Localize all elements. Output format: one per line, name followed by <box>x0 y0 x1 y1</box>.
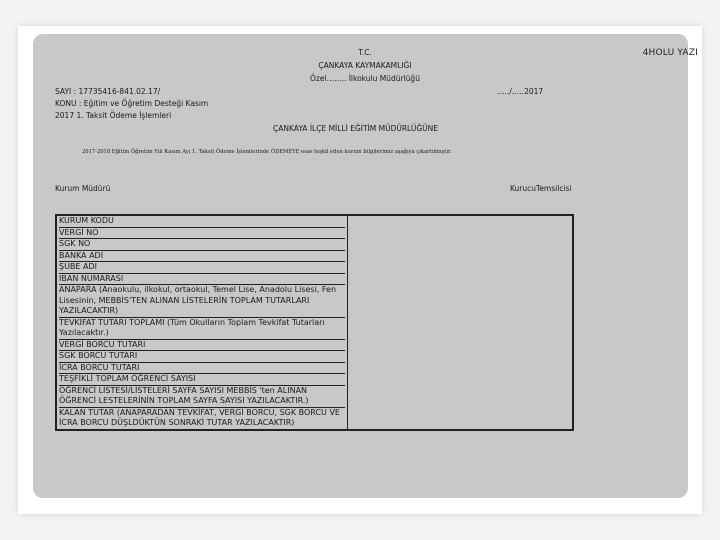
row-label: KURUM KODU <box>59 216 345 228</box>
row-label: BANKA ADI <box>59 251 345 263</box>
row-label: TEŞFİKLİ TOPLAM ÖĞRENCİ SAYISI <box>59 374 345 386</box>
row-label: IBAN NUMARASI <box>59 274 345 286</box>
signature-left: Kurum Müdürü <box>55 184 111 193</box>
row-label: ÖĞRENCİ LİSTESİ/LİSTELERİ SAYFA SAYISI MEBBİS 'ten ALINAN ÖĞRENCİ LESTELERİNİN TOPLAM SAYFA SAYISI YAZILACAKTIR.) <box>59 386 345 408</box>
row-label: İCRA BORCU TUTARI <box>59 363 345 375</box>
header-line-2: ÇANKAYA KAYMAKAMLIĞI <box>318 61 412 70</box>
addressee: ÇANKAYA İLÇE MİLLİ EĞİTİM MÜDÜRLÜĞÜNE <box>273 124 439 133</box>
row-label: ŞUBE ADI <box>59 262 345 274</box>
signature-right: KurucuTemsilcisi <box>510 184 572 193</box>
document-tag: 4HOLU YAZI <box>642 48 698 58</box>
row-label: KALAN TUTAR (ANAPARADAN TEVKİFAT, VERGİ BORCU, SGK BORCU VE İCRA BORCU DÜŞLDÜKTÜN SONRAKİ TUTAR YAZILACAKTIR) <box>59 407 340 427</box>
header-line-1: T.C. <box>358 48 372 57</box>
info-table <box>55 214 574 431</box>
sayi-line: SAYI : 17735416-841.02.17/ <box>55 87 161 96</box>
row-label: VERGİ NO <box>59 228 345 240</box>
row-label: ANAPARA (Anaokulu, ilkokul, ortaokul, Temel Lise, Anadolu Lisesi, Fen Lisesinin, MEBBİS'TEN ALINAN LİSTELERİN TOPLAM TUTARLARI YAZILACAKTIR) <box>59 285 345 318</box>
date-line: …../…..2017 <box>497 87 544 96</box>
table-value-cell[interactable] <box>348 216 573 430</box>
row-label: VERGİ BORCU TUTARI <box>59 340 345 352</box>
table-label-cell <box>57 216 348 430</box>
header-line-3: Özel…….. İlkokulu Müdürlüğü <box>310 74 420 83</box>
row-label: SGK BORCU TUTARI <box>59 351 345 363</box>
konu-line-2: 2017 1. Taksit Ödeme İşlemleri <box>55 111 172 120</box>
body-text: 2017-2018 Eğitim Öğretim Yılı Kasım Ayı 1. Taksit Ödeme İşlemlerinde ÖDEMEYE esas teşkil eden kurum bilgilerimiz aşağıya çıkartılmıştır. <box>82 149 452 155</box>
konu-line: KONU : Eğitim ve Öğretim Desteği Kasım <box>55 99 209 108</box>
table-row <box>57 216 573 430</box>
row-label: SGK NO <box>59 239 345 251</box>
row-label: TEVKİFAT TUTARI TOPLAMI (Tüm Okulların Toplam Tevkifat Tutarları Yazılacaktır.) <box>59 318 345 340</box>
